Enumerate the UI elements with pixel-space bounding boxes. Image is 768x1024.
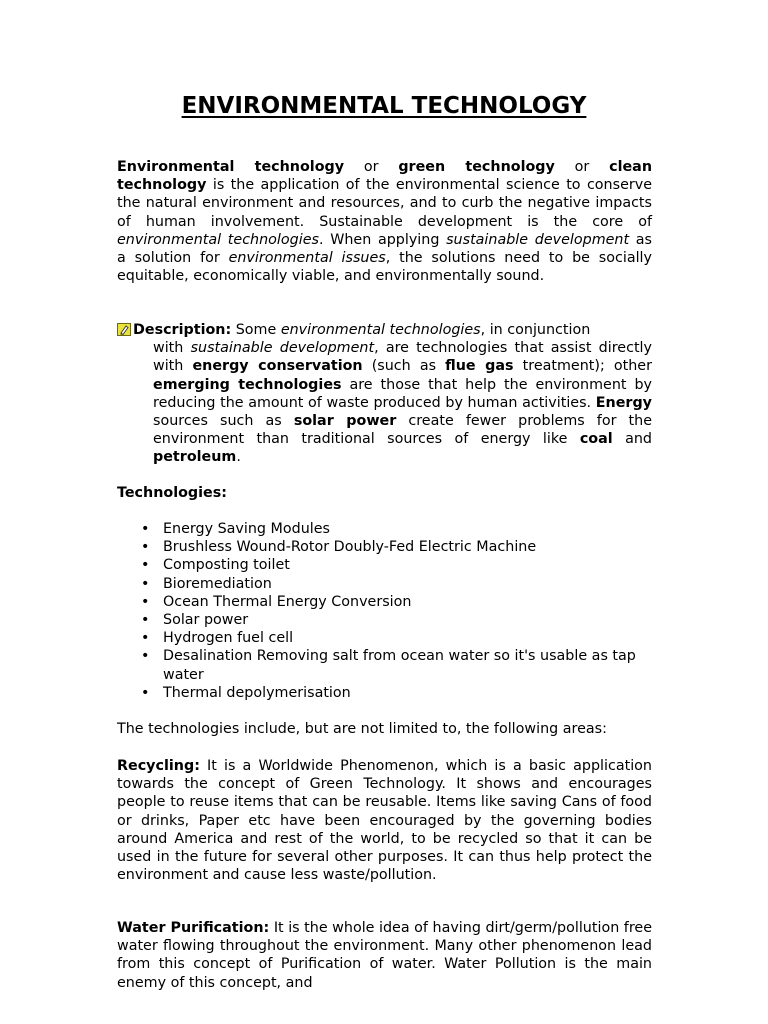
technologies-heading: Technologies: xyxy=(117,485,227,501)
list-item xyxy=(117,575,652,593)
description-italic: sustainable development xyxy=(190,340,375,357)
list-item xyxy=(117,538,652,556)
list-item-label: Ocean Thermal Energy Conversion xyxy=(163,593,412,610)
list-item xyxy=(117,647,652,683)
bullet-icon: • xyxy=(141,575,150,592)
description-first-line xyxy=(117,321,652,339)
page-title: ENVIRONMENTAL TECHNOLOGY xyxy=(181,93,587,119)
description-term: flue gas xyxy=(445,358,514,375)
description-text: are those that help the environment by reducing the amount of waste produced by human activities. xyxy=(153,376,652,411)
water-purification-text: It is the whole idea of having dirt/germ/pollution free water flowing throughout the environment. Many other phenomenon lead from this concept of Purification of water. Water Pollution is the main enemy of this concept, and xyxy=(117,920,652,991)
recycling-paragraph xyxy=(117,757,652,884)
description-text: . xyxy=(236,449,241,466)
description-term: petroleum xyxy=(153,449,237,466)
bullet-icon: • xyxy=(141,648,150,665)
list-item xyxy=(117,593,652,611)
recycling-label: Recycling: xyxy=(117,758,200,774)
intro-text: or xyxy=(344,159,399,175)
list-item xyxy=(117,556,652,574)
bullet-icon: • xyxy=(141,521,150,537)
description-text: , in conjunction xyxy=(480,322,591,338)
water-purification-label: Water Purification: xyxy=(117,920,270,936)
bullet-icon: • xyxy=(141,557,150,574)
list-item-label: Composting toilet xyxy=(163,557,290,574)
description-text: create fewer problems for the environment than traditional sources of energy like xyxy=(153,413,653,448)
intro-text: as a solution for xyxy=(117,231,653,267)
areas-intro: The technologies include, but are not limited to, the following areas: xyxy=(117,721,607,737)
list-item-label: Solar power xyxy=(163,612,249,629)
description-text: sources such as xyxy=(153,413,294,430)
list-item-label: Brushless Wound-Rotor Doubly-Fed Electric Machine xyxy=(163,539,537,556)
description-term: solar power xyxy=(293,413,397,430)
technologies-list xyxy=(117,520,652,702)
description-italic: environmental technologies xyxy=(280,322,481,338)
description-label: Description: xyxy=(133,322,232,338)
intro-text: , the solutions need to be socially equitable, economically viable, and environmentally sound. xyxy=(117,250,652,285)
bullet-icon: • xyxy=(141,593,150,610)
description-term: emerging technologies xyxy=(153,376,342,393)
list-item-label: Energy Saving Modules xyxy=(163,521,330,537)
bullet-icon: • xyxy=(141,684,150,701)
intro-text: or xyxy=(554,159,610,175)
pen-bullet-icon xyxy=(117,323,131,336)
intro-term: clean technology xyxy=(117,159,653,194)
intro-italic: sustainable development xyxy=(446,231,630,248)
description-body xyxy=(153,339,652,466)
intro-italic: environmental technologies xyxy=(117,231,319,248)
description-text: treatment); other xyxy=(513,358,652,375)
bullet-icon: • xyxy=(141,630,150,647)
intro-term: Environmental technology xyxy=(117,159,345,175)
bullet-icon: • xyxy=(141,539,150,556)
description-text: , are technologies that assist directly with xyxy=(153,340,652,375)
description-term: Energy xyxy=(595,394,652,411)
list-item-label: Thermal depolymerisation xyxy=(163,684,351,701)
list-item xyxy=(117,684,652,702)
list-item-label: Hydrogen fuel cell xyxy=(163,630,294,647)
water-purification-paragraph xyxy=(117,919,652,992)
intro-italic: environmental issues xyxy=(228,250,386,267)
list-item xyxy=(117,629,652,647)
description-term: coal xyxy=(579,431,613,448)
description-block xyxy=(117,321,652,467)
description-text: (such as xyxy=(362,358,446,375)
intro-text: . When applying xyxy=(318,231,447,248)
description-text: and xyxy=(612,431,652,448)
intro-term: green technology xyxy=(398,159,555,175)
recycling-text: It is a Worldwide Phenomenon, which is a basic application towards the concept of Green Technology. It shows and encourages people to reuse items that can be reusable. Items like saving Cans of food or drinks, Paper etc have been encouraged by the governing bodies around America and rest of the world, to be recycled so that it can be used in the future for several other purposes. It can thus help protect the environment and cause less waste/pollution. xyxy=(117,758,652,884)
description-text: with xyxy=(153,340,191,357)
list-item xyxy=(117,611,652,629)
description-term: energy conservation xyxy=(192,358,363,375)
bullet-icon: • xyxy=(141,612,150,629)
intro-paragraph xyxy=(117,158,652,285)
intro-text: is the application of the environmental science to conserve the natural environment and resources, and to curb the negative impacts of human involvement. Sustainable development is the core of xyxy=(117,177,652,230)
list-item-label: Desalination Removing salt from ocean water so it's usable as tap water xyxy=(163,648,636,683)
description-text: Some xyxy=(231,322,281,338)
list-item xyxy=(117,520,652,538)
list-item-label: Bioremediation xyxy=(163,575,272,592)
